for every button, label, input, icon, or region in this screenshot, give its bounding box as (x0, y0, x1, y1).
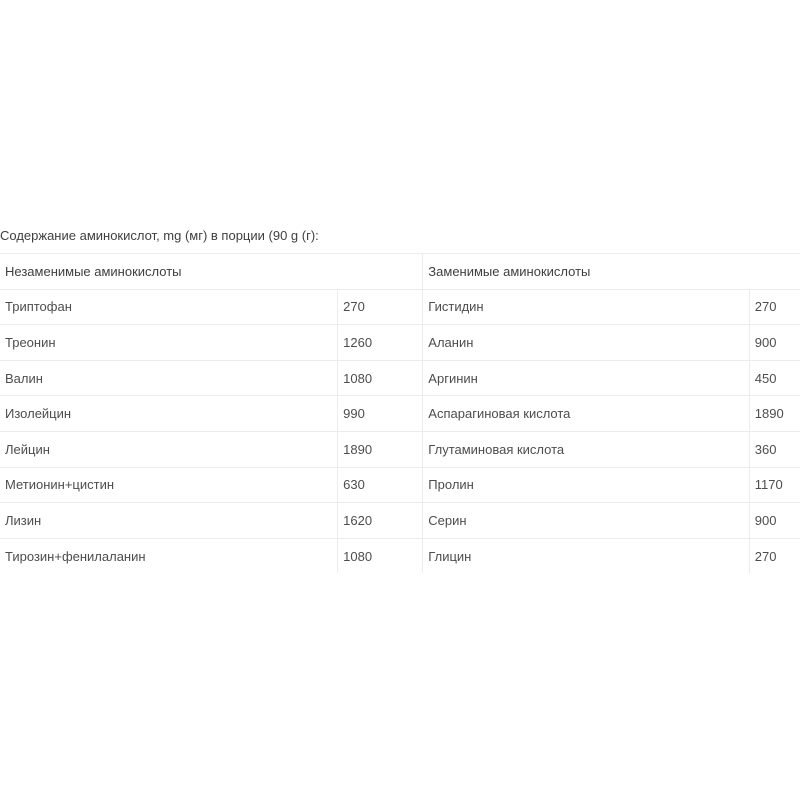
nonessential-name-cell: Серин (423, 503, 749, 539)
table-row (0, 467, 800, 503)
table-row (0, 431, 800, 467)
nonessential-value-cell: 450 (749, 360, 800, 396)
nonessential-value-cell: 1170 (749, 467, 800, 503)
essential-value-cell: 1890 (338, 431, 423, 467)
table-row (0, 503, 800, 539)
amino-acid-table (0, 253, 800, 573)
nonessential-name-cell: Аланин (423, 325, 749, 361)
nonessential-value-cell: 900 (749, 325, 800, 361)
nonessential-value-cell: 360 (749, 431, 800, 467)
nonessential-name-cell: Гистидин (423, 289, 749, 325)
nonessential-value-cell: 270 (749, 538, 800, 573)
essential-value-cell: 630 (338, 467, 423, 503)
nonessential-name-cell: Аргинин (423, 360, 749, 396)
essential-name-cell: Лизин (0, 503, 338, 539)
essential-name-cell: Триптофан (0, 289, 338, 325)
table-row (0, 538, 800, 573)
table-header-row (0, 254, 800, 290)
nonessential-name-cell: Глицин (423, 538, 749, 573)
nonessential-value-cell: 900 (749, 503, 800, 539)
essential-value-cell: 990 (338, 396, 423, 432)
table-caption: Содержание аминокислот, mg (мг) в порции (90 g (г): (0, 228, 319, 243)
table-row (0, 360, 800, 396)
nonessential-value-cell: 1890 (749, 396, 800, 432)
nonessential-name-cell: Аспарагиновая кислота (423, 396, 749, 432)
essential-name-cell: Валин (0, 360, 338, 396)
nonessential-header: Заменимые аминокислоты (423, 254, 800, 290)
essential-name-cell: Лейцин (0, 431, 338, 467)
essential-value-cell: 1080 (338, 360, 423, 396)
essential-header: Незаменимые аминокислоты (0, 254, 423, 290)
essential-name-cell: Изолейцин (0, 396, 338, 432)
nonessential-name-cell: Глутаминовая кислота (423, 431, 749, 467)
essential-value-cell: 270 (338, 289, 423, 325)
essential-name-cell: Тирозин+фенилаланин (5, 548, 146, 564)
essential-name-cell: Метионин+цистин (0, 467, 338, 503)
table-row (0, 289, 800, 325)
nonessential-value-cell: 270 (749, 289, 800, 325)
essential-value-cell: 1620 (338, 503, 423, 539)
essential-value-cell: 1260 (338, 325, 423, 361)
table-row (0, 396, 800, 432)
essential-value-cell: 1080 (338, 538, 423, 573)
nonessential-name-cell: Пролин (423, 467, 749, 503)
table-row (0, 325, 800, 361)
essential-name-cell: Треонин (0, 325, 338, 361)
